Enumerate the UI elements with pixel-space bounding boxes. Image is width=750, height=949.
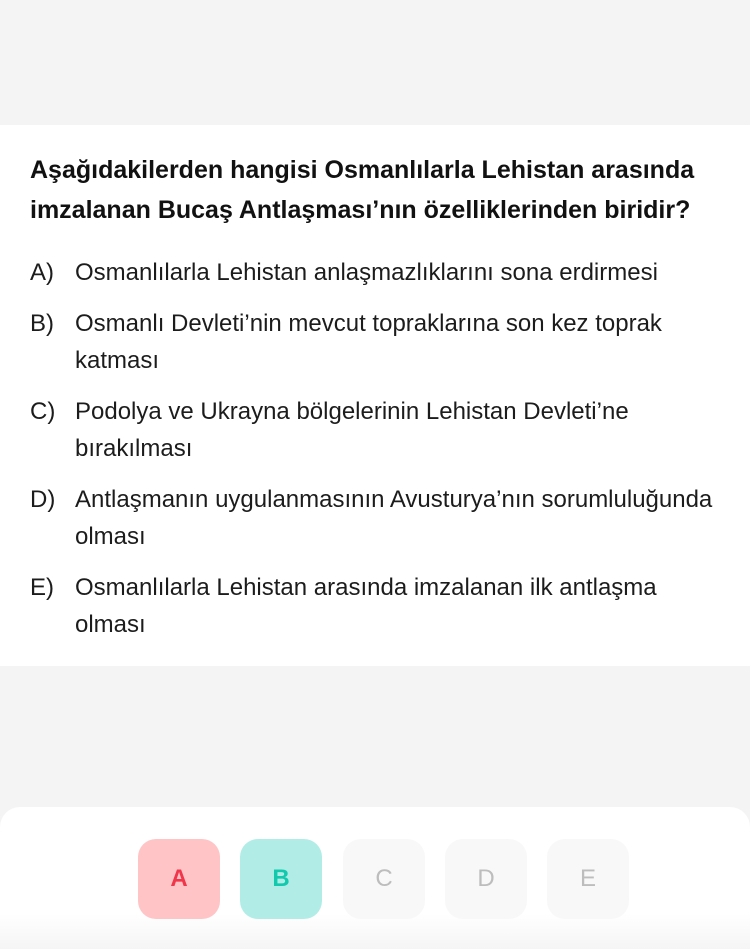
option-letter: C) — [30, 398, 56, 425]
answer-button-b[interactable]: B — [240, 839, 322, 919]
answer-button-a[interactable]: A — [138, 839, 220, 919]
answer-button-c[interactable]: C — [343, 839, 425, 919]
option-text: Osmanlılarla Lehistan anlaşmazlıklarını sona erdirmesi — [75, 259, 658, 286]
option-d[interactable] — [30, 481, 730, 555]
option-a[interactable] — [30, 254, 730, 291]
option-letter: B) — [30, 310, 54, 337]
option-c[interactable] — [30, 393, 730, 467]
option-letter: D) — [30, 486, 56, 513]
answer-button-e[interactable]: E — [547, 839, 629, 919]
option-text: Osmanlı Devleti’nin mevcut topraklarına son kez toprak katması — [75, 310, 662, 374]
option-letter: A) — [30, 259, 54, 286]
answer-button-d[interactable]: D — [445, 839, 527, 919]
options-list — [30, 254, 730, 657]
question-text: Aşağıdakilerden hangisi Osmanlılarla Lehistan arasında imzalanan Bucaş Antlaşması’nın özelliklerinden biridir? — [30, 156, 695, 224]
option-b[interactable] — [30, 305, 730, 379]
option-text: Antlaşmanın uygulanmasının Avusturya’nın sorumluluğunda olması — [75, 486, 713, 550]
option-e[interactable] — [30, 569, 730, 643]
option-letter: E) — [30, 574, 54, 601]
option-text: Podolya ve Ukrayna bölgelerinin Lehistan Devleti’ne bırakılması — [75, 398, 629, 462]
option-text: Osmanlılarla Lehistan arasında imzalanan ilk antlaşma olması — [75, 574, 657, 638]
